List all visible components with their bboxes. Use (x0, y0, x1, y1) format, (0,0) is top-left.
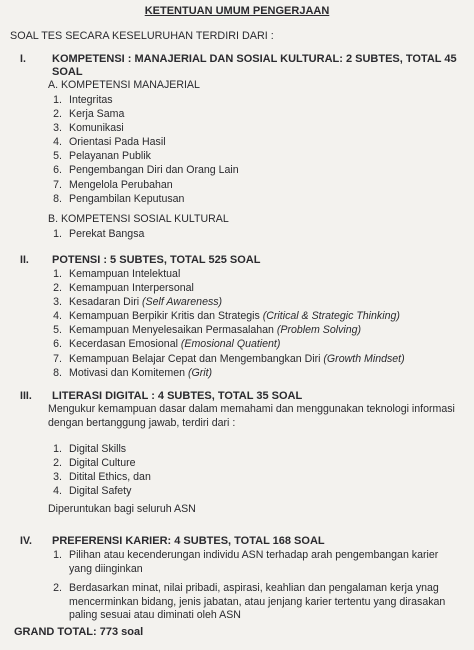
grand-total: GRAND TOTAL: 773 soal (14, 626, 144, 638)
section-number: II. (20, 254, 29, 266)
section-heading: LITERASI DIGITAL : 4 SUBTES, TOTAL 35 SOAL (52, 390, 303, 402)
list-preferensi-karier (48, 549, 449, 629)
section-number: IV. (20, 535, 32, 547)
document-title: KETENTUAN UMUM PENGERJAAN (144, 5, 330, 17)
subheading-b: B. KOMPETENSI SOSIAL KULTURAL (48, 213, 229, 225)
intro-text: SOAL TES SECARA KESELURUHAN TERDIRI DARI : (10, 30, 274, 42)
document-page: KETENTUAN UMUM PENGERJAAN SOAL TES SECARA KESELURUHAN TERDIRI DARI : I. KOMPETENSI : MANAJERIAL DAN SOSIAL KULTURAL: 2 SUBTES, TOTAL 45 SOAL A. KOMPETENSI MANAJERIAL 1. Integritas 2. Kerja Sama 3. Komunikasi 4. Orientasi Pada Hasil 5. Pelayanan Publik 6. Pengembangan Diri dan Orang Lain 7. Mengelola Perubahan 8. Pengambilan Keputusan B. KOMPETENSI SOSIAL KULTURAL 1. Perekat Bangsa II. POTENSI : 5 SUBTES, TOTAL 525 SOAL 1. Kemampuan Intelektual 2. Kemampuan Interpersonal 3. Kesadaran Diri (Self Awareness) 4. Kemampuan Berpikir Kritis dan Strategis (Critical & Strategic Thinking) 5. Kemampuan Menyelesaikan Permasalahan (Problem Solving) 6. Kecerdasan Emosional (Emosional Quatient) 7. Kemampuan Belajar Cepat dan Mengembangkan Diri (Growth Mindset) 8. Motivasi dan Komitemen (Grit) III. LITERASI DIGITAL : 4 SUBTES, TOTAL 35 SOAL Mengukur kemampuan dasar dalam memahami dan menggunakan teknologi informasi dengan bertanggung jawab, terdiri dari : 1. Digital Skills 2. Digital Culture 3. Ditital Ethics, dan 4. Digital Safety Diperuntukan bagi seluruh ASN IV. PREFERENSI KARIER: 4 SUBTES, TOTAL 168 SOAL 1. Pilihan atau kecenderungan individu ASN terhadap arah pengembangan karier yang diinginkan 2. Berdasarkan minat, nilai pribadi, aspirasi, keahlian dan pengalaman kerja ynag mencerminkan bidang, jenis jabatan, atau jenjang karier tertentu yang dirasakan paling sesuai atau diminati oleh ASN GRAND TOTAL: 773 soal (0, 0, 474, 650)
section-heading: POTENSI : 5 SUBTES, TOTAL 525 SOAL (52, 254, 261, 266)
list-item: 2. Berdasarkan minat, nilai pribadi, aspirasi, keahlian dan pengalaman kerja ynag mencerminkan bidang, jenis jabatan, atau jenjang karier tertentu yang dirasakan paling sesuai atau diminati oleh ASN (53, 582, 446, 622)
section-heading: PREFERENSI KARIER: 4 SUBTES, TOTAL 168 SOAL (52, 535, 325, 547)
section-number: I. (20, 53, 26, 65)
section-description: Mengukur kemampuan dasar dalam memahami dan menggunakan teknologi informasi dengan bertanggung jawab, terdiri dari : (48, 403, 455, 429)
list-item: 1. Pilihan atau kecenderungan individu ASN terhadap arah pengembangan karier yang diinginkan (53, 549, 439, 575)
section-number: III. (20, 390, 32, 402)
subheading-a: A. KOMPETENSI MANAJERIAL (48, 79, 200, 91)
section-note: Diperuntukan bagi seluruh ASN (48, 503, 196, 515)
section-heading: KOMPETENSI : MANAJERIAL DAN SOSIAL KULTURAL: 2 SUBTES, TOTAL 45 SOAL (52, 53, 457, 79)
